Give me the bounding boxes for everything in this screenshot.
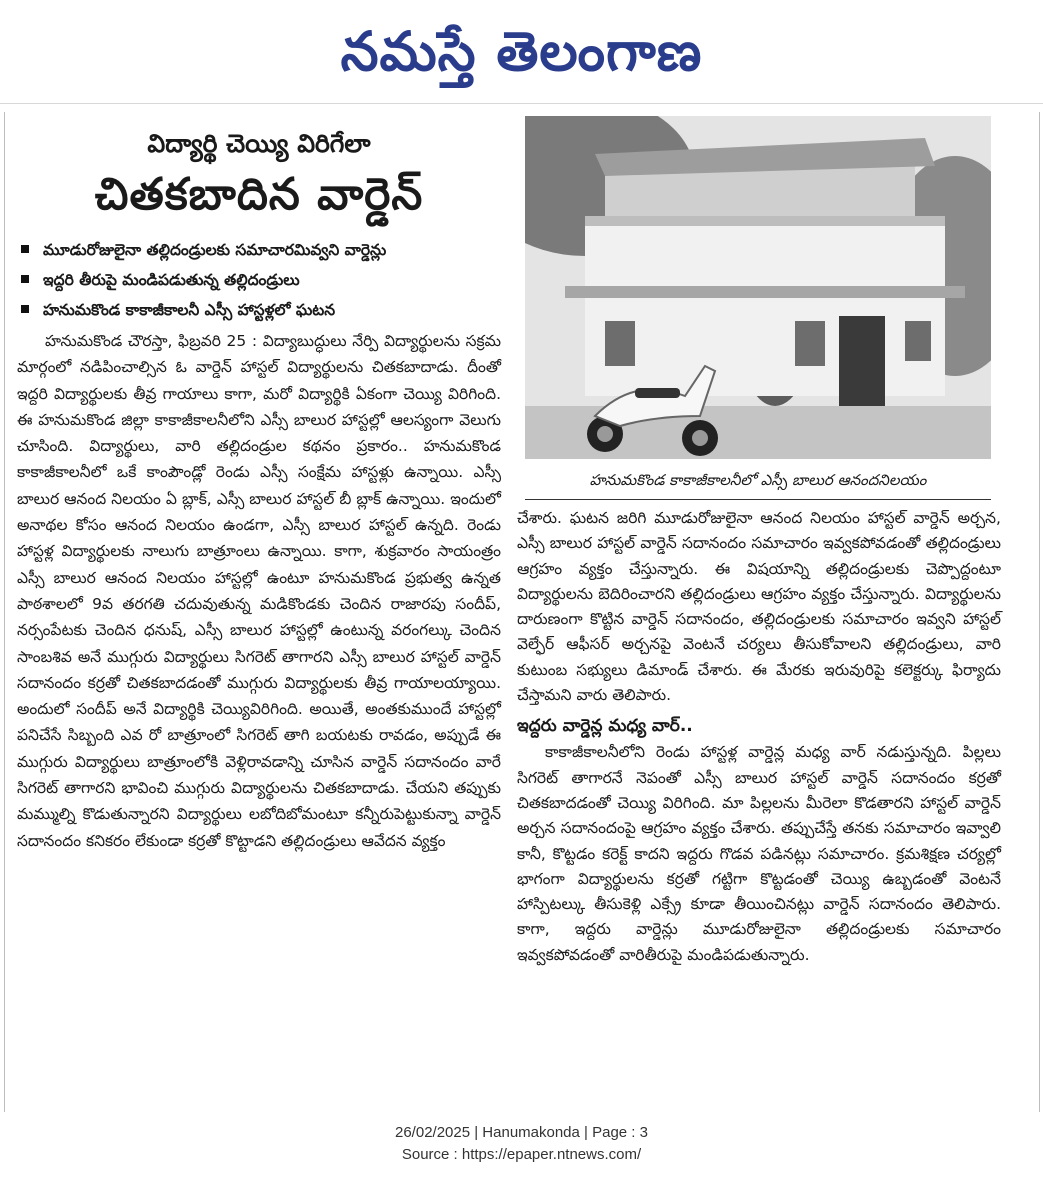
highlight-item <box>17 238 501 262</box>
masthead-logo: నమస్తే తెలంగాణ <box>340 19 703 83</box>
highlight-text: హనుమకొండ కాకాజీకాలనీ ఎస్సీ హాస్టళ్లలో ఘటన <box>43 301 336 319</box>
square-bullet-icon <box>21 305 29 313</box>
article-headline: చితకబాదిన వార్డెన్ <box>94 169 424 220</box>
hostel-photo <box>525 116 991 459</box>
hostel-building-image <box>525 116 991 459</box>
caption-divider <box>525 499 991 500</box>
body-paragraph: హనుమకొండ చౌరస్తా, ఫిబ్రవరి 25 : విద్యాబుద్ధులు నేర్పి విద్యార్థులను సక్రమ మార్గంలో నడిపించాల్సిన ఓ వార్డెన్ హాస్టల్ విద్యార్థులను చితకబాదాడు. దీంతో ఇద్దరి విద్యార్థులకు తీవ్ర గాయాలు కాగా, మరో విద్యార్థికి ఏకంగా చెయ్యి విరిగింది. ఈ హనుమకొండ జిల్లా కాకాజీకాలనీలోని ఎస్సీ బాలుర హాస్టల్లో ఆలస్యంగా వెలుగు చూసింది. విద్యార్థులు, వారి తల్లిదండ్రుల కథనం ప్రకారం.. హనుమకొండ కాకాజీకాలనీలో ఒకే కాంపౌండ్లో రెండు ఎస్సీ సంక్షేమ హాస్టళ్లు ఉన్నాయి. ఎస్సీ బాలుర ఆనంద నిలయం ఏ బ్లాక్, ఎస్సీ బాలుర హాస్టల్ బీ బ్లాక్ ఉన్నాయి. ఇందులో అనాథల కోసం ఆనంద నిలయం ఉండగా, ఎస్సీ బాలుర హాస్టల్ ఉన్నది. రెండు హాస్టళ్ల విద్యార్థులకు నాలుగు బాత్రూంలు ఉన్నాయి. కాగా, శుక్రవారం సాయంత్రం ఎస్సీ బాలుర ఆనంద నిలయం హాస్టల్లో ఉంటూ హనుమకొండ ప్రభుత్వ ఉన్నత పాఠశాలలో 9వ తరగతి చదువుతున్న మడికొండకు చెందిన రాజారపు సందీప్, నర్సంపేటకు చెందిన ధనుష్, ఎస్సీ బాలుర హాస్టల్లో ఉంటున్న వరంగల్కు చెందిన సాంబశివ అనే ముగ్గురు విద్యార్థులు సిగరెట్ తాగారని ఎస్సీ బాలుర హాస్టల్ వార్డెన్ సదానందం కర్రతో చితకబాదడంతో ముగ్గురు విద్యార్థులకు తీవ్ర గాయాలయ్యాయి. అందులో సందీప్ అనే విద్యార్థికి చెయ్యివిరిగింది. అయితే, అంతకుముందే హాస్టల్లో పనిచేసే సిబ్బంది ఎవ రో బాత్రూంలో సిగరెట్ తాగి బయటకు రావడం, అప్పుడే ఈ ముగ్గురు విద్యార్థులు బాత్రూంలోకి వెళ్లిరావడాన్ని చూసిన వార్డెన్ సదానందం వారే సిగరెట్ తాగారని భావించి ముగ్గురు విద్యార్థులను చితకబాదాడు. చేయని తప్పుకు మమ్ముల్ని కొడుతున్నారని విద్యార్థులు లబోదిబోమంటూ కన్నీరుపెట్టుకున్నా వార్డెన్ సదానందం కనికరం లేకుండా కర్రతో కొట్టాడని తల్లిదండ్రులు ఆవేదన వ్యక్తం <box>17 332 501 850</box>
article-subhead: ఇద్దరు వార్డెన్ల మధ్య వార్.. <box>517 716 693 737</box>
square-bullet-icon <box>21 275 29 283</box>
footer-date-page: 26/02/2025 | Hanumakonda | Page : 3 <box>395 1124 648 1141</box>
highlight-text: మూడురోజులైనా తల్లిదండ్రులకు సమాచారమివ్వని వార్డెన్లు <box>43 241 387 259</box>
body-paragraph: కాకాజీకాలనీలోని రెండు హాస్టళ్ల వార్డెన్ల మధ్య వార్ నడుస్తున్నది. పిల్లలు సిగరెట్ తాగారనే నెపంతో ఎస్సీ బాలుర హాస్టల్ వార్డెన్ సదానందం కర్రతో చితకబాదడంతో చెయ్యి విరిగింది. మా పిల్లలను మీరెలా కొడతారని హాస్టల్ వార్డెన్ అర్చన సదానందంపై ఆగ్రహం వ్యక్తం చేశారు. తప్పుచేస్తే తనకు సమాచారం ఇవ్వాలి కానీ, కొట్టడం కరెక్ట్ కాదని ఇద్దరు గొడవ పడినట్లు సమాచారం. క్రమశిక్షణ చర్యల్లో భాగంగా విద్యార్థులను కర్రతో గట్టిగా కొట్టడంతో చెయ్యి ఉబ్బడంతో వెంటనే హాస్పిటల్కు తీసుకెళ్లి ఎక్స్రే కూడా తీయించినట్లు వార్డెన్ సదానందం తెలిపారు. కాగా, ఇద్దరు వార్డెన్లు మూడురోజులైనా తల్లిదండ్రులకు సమాచారం ఇవ్వకపోవడంతో వారితీరుపై మండిపడుతున్నారు. <box>517 743 1001 964</box>
footer-source: Source : https://epaper.ntnews.com/ <box>401 1146 642 1163</box>
right-column <box>517 112 1001 968</box>
article-body-left <box>17 328 501 854</box>
photo-caption: హనుమకొండ కాకాజీకాలనీలో ఎస్సీ బాలుర ఆనందనిలయం <box>589 471 927 489</box>
highlight-text: ఇద్దరి తీరుపై మండిపడుతున్న తల్లిదండ్రులు <box>43 271 300 289</box>
article-kicker: విద్యార్థి చెయ్యి విరిగేలా <box>147 129 371 158</box>
highlight-item <box>17 268 501 292</box>
masthead <box>0 0 1043 104</box>
body-paragraph: చేశారు. ఘటన జరిగి మూడురోజులైనా ఆనంద నిలయం హాస్టల్ వార్డెన్ అర్చన, ఎస్సీ బాలుర హాస్టల్ వార్డెన్ సదానందం సమాచారం ఇవ్వకపోవడంతో తల్లిదండ్రులు ఆగ్రహం వ్యక్తం చేస్తున్నారు. ఈ విషయాన్ని తల్లిదండ్రులకు చెప్పొద్దంటూ విద్యార్థులను బెదిరించారని తల్లిదండ్రులు ఆగ్రహం వ్యక్తం చేస్తున్నారు. విద్యార్థులను దారుణంగా కొట్టిన వార్డెన్ సదానందం, తల్లిదండ్రులకు సమాచారం ఇవ్వని హాస్టల్ వెల్ఫేర్ ఆఫీసర్ అర్చనపై వెంటనే చర్యలు తీసుకోవాలని తల్లిదండ్రులు, వారి కుటుంబ సభ్యులు డిమాండ్ చేశారు. ఈ మేరకు ఇరువురిపై కలెక్టర్కు ఫిర్యాదు చేస్తామని వారు తెలిపారు. <box>517 509 1001 705</box>
highlights-list <box>17 238 501 322</box>
left-column <box>17 118 501 854</box>
highlight-item <box>17 298 501 322</box>
article-body-right <box>517 506 1001 968</box>
page-footer <box>0 1122 1043 1166</box>
article <box>4 112 1040 1112</box>
square-bullet-icon <box>21 245 29 253</box>
